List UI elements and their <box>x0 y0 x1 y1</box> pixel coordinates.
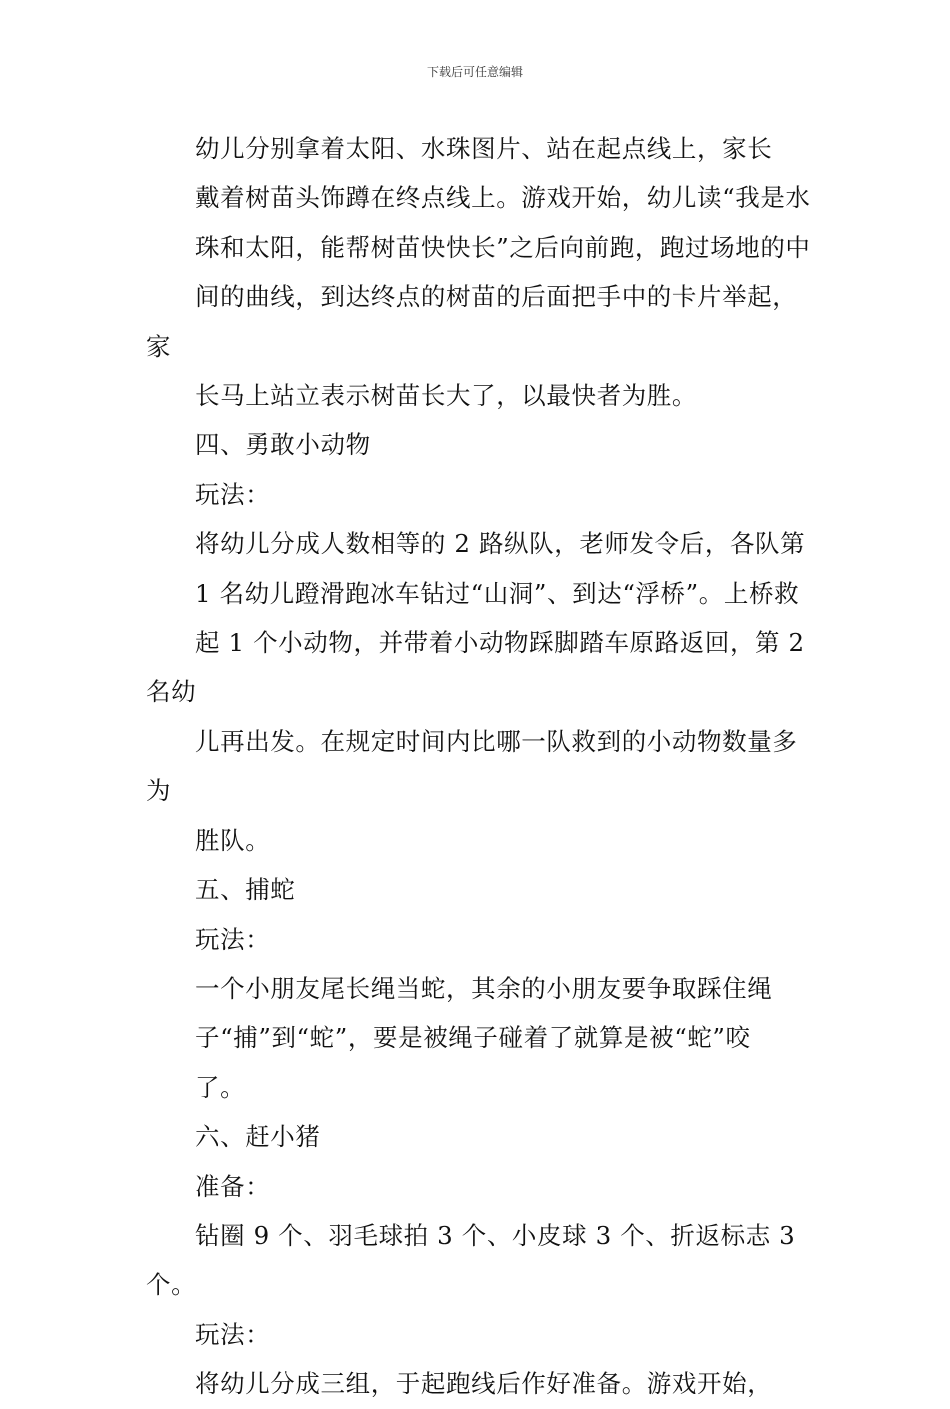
text-line: 玩法： <box>195 479 271 509</box>
text-line: 珠和太阳，能帮树苗快快长”之后向前跑，跑过场地的中 <box>195 232 811 262</box>
section-heading-brave-animals <box>146 420 811 469</box>
text-line: 长马上站立表示树苗长大了，以最快者为胜。 <box>195 381 697 411</box>
text-line: 钻圈 9 个、羽毛球拍 3 个、小皮球 3 个、折返标志 3 个。 <box>146 1220 796 1300</box>
paragraph-catch-snake-rules <box>146 964 811 1112</box>
text-line: 1 名幼儿蹬滑跑冰车钻过“山洞”、到达“浮桥”。上桥救 <box>195 578 800 608</box>
text-line: 间的曲线，到达终点的树苗的后面把手中的卡片举起，家 <box>146 282 798 361</box>
paragraph-chase-piglet-rules <box>146 1359 811 1408</box>
text-line: 四、勇敢小动物 <box>195 430 371 460</box>
text-line: 胜队。 <box>195 825 271 855</box>
document-body <box>146 124 811 1409</box>
text-line: 子“捕”到“蛇”，要是被绳子碰着了就算是被“蛇”咬 <box>195 1023 751 1053</box>
paragraph-brave-animals-rules <box>146 519 811 865</box>
paragraph-equipment-list <box>146 1211 811 1310</box>
text-line: 儿再出发。在规定时间内比哪一队救到的小动物数量多为 <box>146 726 798 806</box>
text-line: 五、捕蛇 <box>195 875 296 905</box>
text-line: 一个小朋友尾长绳当蛇，其余的小朋友要争取踩住绳 <box>195 973 773 1003</box>
text-line: 幼儿分别拿着太阳、水珠图片、站在起点线上，家长 <box>195 134 773 163</box>
paragraph-game-rules-sun-water <box>146 124 811 420</box>
label-how-to-play <box>146 915 811 964</box>
text-line: 准备： <box>195 1171 271 1201</box>
text-line: 将幼儿分成人数相等的 2 路纵队，老师发令后，各队第 <box>195 529 806 559</box>
text-line: 起 1 个小动物，并带着小动物踩脚踏车原路返回，第 2 名幼 <box>146 628 805 707</box>
text-line: 将幼儿分成三组，于起跑线后作好准备。游戏开始， <box>195 1369 773 1399</box>
text-line: 戴着树苗头饰蹲在终点线上。游戏开始，幼儿读“我是水 <box>195 183 811 213</box>
section-heading-catch-snake <box>146 865 811 914</box>
section-heading-chase-piglet <box>146 1112 811 1161</box>
label-how-to-play <box>146 1310 811 1359</box>
text-line: 玩法： <box>195 1319 271 1349</box>
label-how-to-play <box>146 470 811 519</box>
page-header-note: 下载后可任意编辑 <box>426 65 523 79</box>
label-preparation <box>146 1162 811 1211</box>
text-line: 了。 <box>195 1072 246 1102</box>
text-line: 玩法： <box>195 924 271 954</box>
text-line: 六、赶小猪 <box>195 1122 321 1152</box>
